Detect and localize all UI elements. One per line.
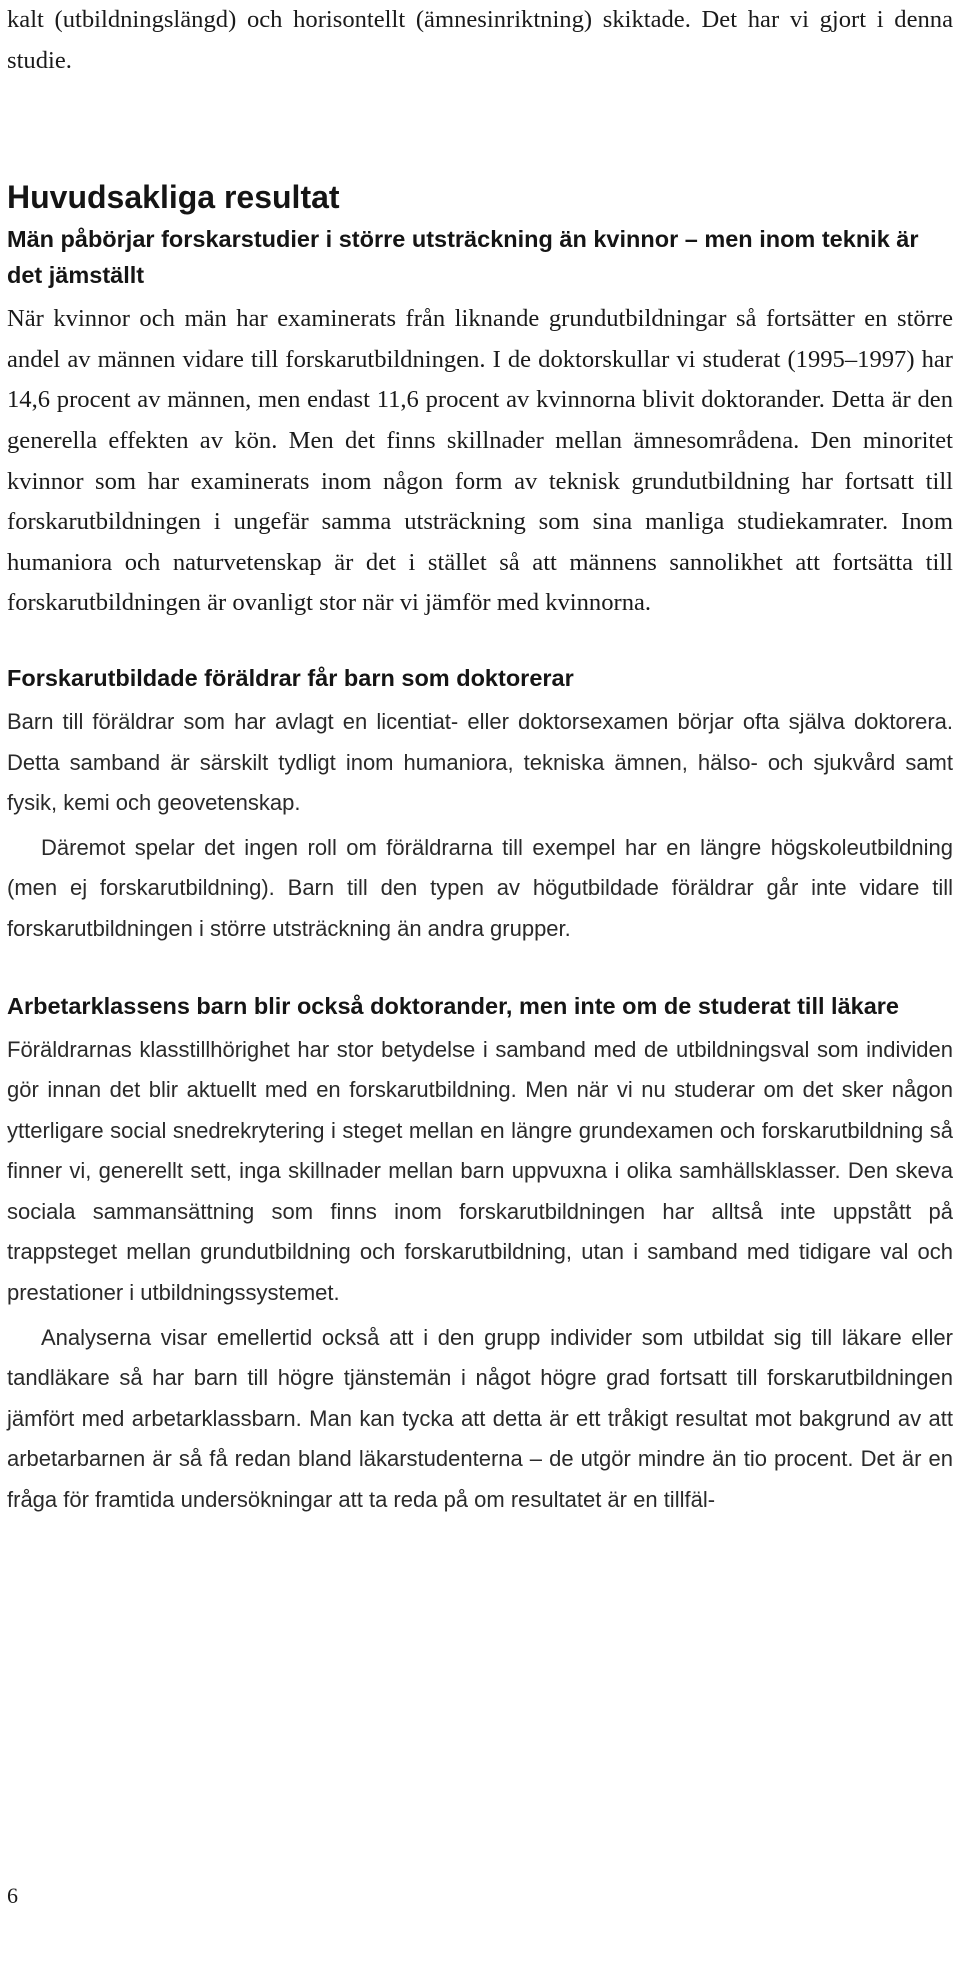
heading-parents: Forskarutbildade föräldrar får barn som doktorerar (7, 664, 574, 691)
paragraph-class-1: Föräldrarnas klasstillhörighet har stor betydelse i samband med de utbildningsval som individen gör innan det blir aktuellt med en forskarutbildning. Men när vi nu studerar om det sker någon ytterligare social snedrekrytering i steget mellan en längre grundexamen och forskarutbildning så finner vi, generellt sett, inga skillnader mellan barn uppvuxna i olika samhällsklasser. Den skeva sociala sammansättning som finns inom forskarutbildningen har alltså inte uppstått på trappsteget mellan grundutbildning och forskarutbildning, utan i samband med tidigare val och prestationer i utbildningssystemet. (7, 1036, 953, 1306)
paragraph-parents-1: Barn till föräldrar som har avlagt en licentiat- eller doktorsexamen börjar ofta själva doktorera. Detta samband är särskilt tydligt inom humaniora, tekniska ämnen, hälso- och sjukvård samt fysik, kemi och geovetenskap. (7, 708, 953, 816)
page-number: 6 (7, 1883, 18, 1908)
paragraph-class-2: Analyserna visar emellertid också att i den grupp individer som utbildat sig till läkare eller tandläkare så har barn till högre tjänstemän i något högre grad fortsatt till forskarutbildningen jämfört med arbetarklassbarn. Man kan tycka att detta är ett tråkigt resultat mot bakgrund av att arbetarbarnen är så få redan bland läkarstudenterna – de utgör mindre än tio procent. Det är en fråga för framtida undersökningar att ta reda på om resultatet är en tillfäl- (7, 1324, 953, 1513)
section-parents (7, 660, 953, 950)
subheading-gender: Män påbörjar forskarstudier i större utsträckning än kvinnor – men inom teknik är det jämställt (7, 226, 919, 289)
heading-main-results: Huvudsakliga resultat (7, 179, 340, 216)
paragraph-parents-2: Däremot spelar det ingen roll om föräldrarna till exempel har en längre högskoleutbildning (men ej forskarutbildning). Barn till den typen av högutbildade föräldrar går inte vidare till forskarutbildningen i större utsträckning än andra grupper. (7, 834, 953, 941)
heading-class: Arbetarklassens barn blir också doktorander, men inte om de studerat till läkare (7, 992, 900, 1019)
document-page (7, 0, 953, 1521)
section-class (7, 988, 953, 1521)
paragraph-gender: När kvinnor och män har examinerats från liknande grundutbildningar så fortsätter en större andel av männen vidare till forskarutbildningen. I de doktorskullar vi studerat (1995–1997) har 14,6 procent av männen, men endast 11,6 procent av kvinnorna blivit doktorander. Detta är den generella effekten av kön. Men det finns skillnader mellan ämnesområdena. Den minoritet kvinnor som har examinerats inom någon form av teknisk grundutbildning har fortsatt till forskarutbildningen i ungefär samma utsträckning som sina manliga studiekamrater. Inom humaniora och naturvetenskap är det i stället så att männens sannolikhet att fortsätta till forskarutbildningen är ovanligt stor när vi jämför med kvinnorna. (7, 305, 953, 617)
intro-paragraph: kalt (utbildningslängd) och horisontellt (ämnesinriktning) skiktade. Det har vi gjort i denna studie. (7, 6, 953, 74)
